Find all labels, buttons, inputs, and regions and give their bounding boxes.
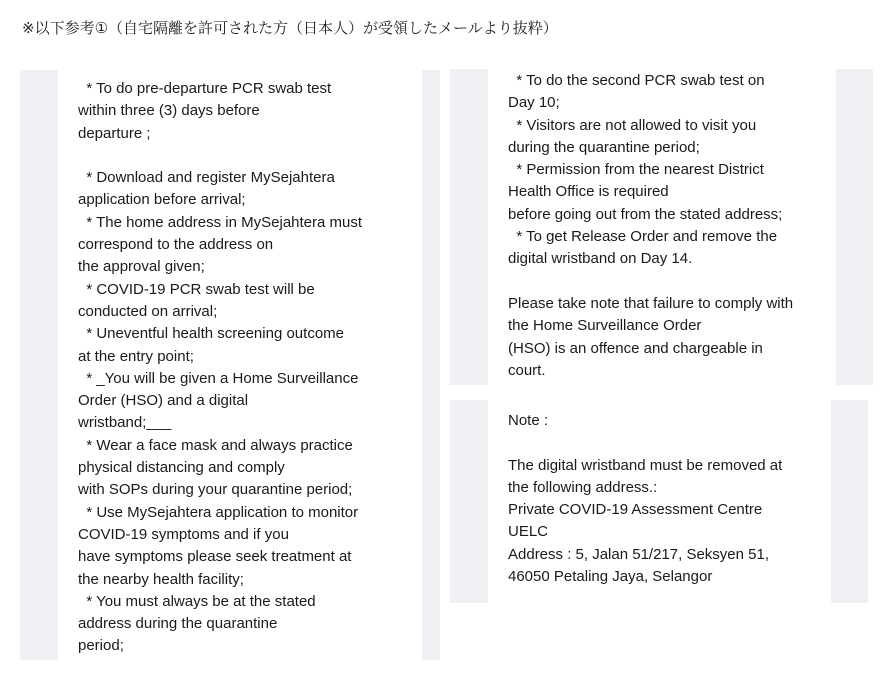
- text-line: conducted on arrival;: [78, 302, 218, 320]
- text-line: Address : 5, Jalan 51/217, Seksyen 51,: [508, 545, 769, 563]
- bottom-right-email-text: [508, 410, 782, 588]
- left-email-screenshot: [20, 70, 440, 660]
- text-line: within three (3) days before: [78, 102, 260, 120]
- text-line: * To get Release Order and remove the: [508, 228, 778, 246]
- text-line: * COVID-19 PCR swab test will be: [78, 280, 315, 298]
- text-line: * _You will be given a Home Surveillance: [78, 369, 359, 387]
- text-line: during the quarantine period;: [508, 138, 700, 156]
- left-email-text: [78, 78, 362, 658]
- text-line: * The home address in MySejahtera must: [78, 213, 363, 231]
- text-line: Private COVID-19 Assessment Centre: [508, 501, 763, 519]
- text-line: court.: [508, 361, 546, 379]
- text-line: digital wristband on Day 14.: [508, 250, 693, 268]
- page-caption: ※以下参考①（自宅隔離を許可された方（日本人）が受領したメールより抜粋）: [22, 19, 558, 37]
- text-line: [508, 271, 793, 293]
- text-line: * To do pre-departure PCR swab test: [78, 80, 332, 97]
- text-line: the following address.:: [508, 478, 658, 496]
- text-line: address during the quarantine: [78, 615, 278, 633]
- text-line: the approval given;: [78, 258, 205, 276]
- text-line: * Permission from the nearest District: [508, 161, 764, 179]
- text-line: * Wear a face mask and always practice: [78, 436, 353, 454]
- text-line: physical distancing and comply: [78, 459, 285, 477]
- bottom-right-email-screenshot: [450, 400, 868, 603]
- text-line: period;: [78, 637, 124, 655]
- text-line: at the entry point;: [78, 347, 194, 365]
- text-line: the Home Surveillance Order: [508, 317, 702, 335]
- text-line: * Uneventful health screening outcome: [78, 325, 344, 343]
- text-line: the nearby health facility;: [78, 570, 244, 588]
- top-right-email-text: [508, 70, 793, 382]
- text-line: The digital wristband must be removed at: [508, 456, 783, 474]
- text-line: correspond to the address on: [78, 236, 274, 254]
- text-line: Order (HSO) and a digital: [78, 392, 249, 410]
- text-line: * You must always be at the stated: [78, 592, 316, 610]
- text-line: wristband;___: [78, 414, 172, 432]
- text-line: COVID-19 symptoms and if you: [78, 525, 289, 543]
- text-line: * To do the second PCR swab test on: [508, 72, 765, 89]
- top-right-email-screenshot: [450, 69, 873, 385]
- text-line: with SOPs during your quarantine period;: [78, 481, 353, 499]
- text-line: 46050 Petaling Jaya, Selangor: [508, 568, 713, 586]
- text-line: departure ;: [78, 124, 151, 142]
- text-line: UELC: [508, 523, 549, 541]
- text-line: [508, 432, 782, 454]
- text-line: before going out from the stated address;: [508, 205, 783, 223]
- text-line: * Use MySejahtera application to monitor: [78, 503, 359, 521]
- text-line: (HSO) is an offence and chargeable in: [508, 339, 763, 357]
- text-line: have symptoms please seek treatment at: [78, 548, 352, 566]
- text-line: Note :: [508, 412, 549, 429]
- text-line: application before arrival;: [78, 191, 246, 209]
- text-line: Day 10;: [508, 94, 560, 112]
- text-line: [78, 145, 362, 167]
- text-line: Please take note that failure to comply with: [508, 294, 794, 312]
- text-line: * Download and register MySejahtera: [78, 169, 335, 187]
- text-line: Health Office is required: [508, 183, 669, 201]
- text-line: * Visitors are not allowed to visit you: [508, 116, 757, 134]
